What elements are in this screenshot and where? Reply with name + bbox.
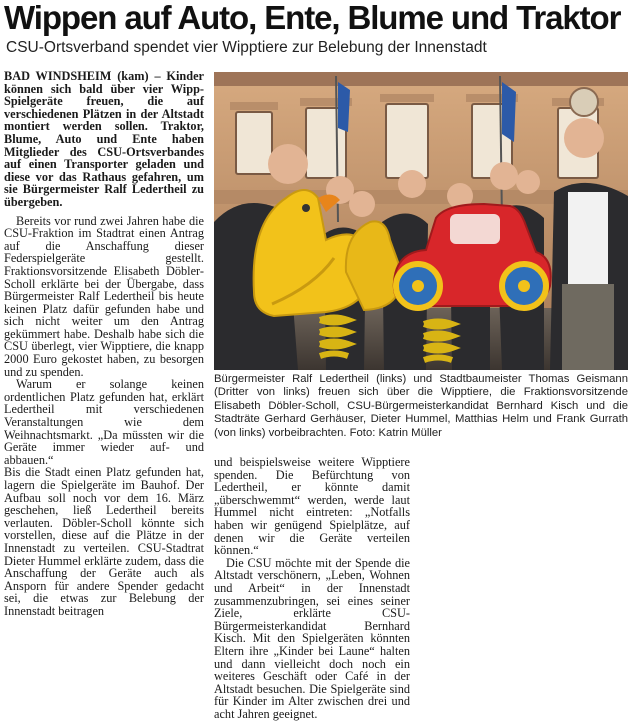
column-1 [4,70,204,618]
headline: Wippen auf Auto, Ente, Blume und Traktor [4,0,621,36]
body-paragraph-1: Bereits vor rund zwei Jahren habe die CSU-Fraktion im Stadtrat einen Antrag auf die Anschaffung dieser Federspielgeräte gestellt. Fraktionsvorsitzende Elisabeth Döbler-Scholl erklärte bei der Übergabe, dass Bürgermeister Ralf Ledertheil bis heute keinen Platz dafür gefunden habe und sich nicht weiter um den Antrag gekümmert habe. Deshalb habe sich die CSU überlegt, vier Wipptiere, die knapp 2000 Euro gekostet haben, zu besorgen und zu spenden. [4,213,204,379]
photo-caption: Bürgermeister Ralf Ledertheil (links) und Stadtbaumeister Thomas Geismann (Dritter von links) freuen sich über die Wipptiere, die Fraktionsvorsitzende Elisabeth Döbler-Scholl, CSU-Bürgermeisterkandidat Bernhard Kisch und die Stadträte Gerhard Gerhäuser, Dieter Hummel, Matthias Helm und Frank Gurrath (von links) vorbeibrachten. Foto: Katrin Müller [214,373,628,439]
body-paragraph-2: Warum er solange keinen ordentlichen Platz gefunden hat, erklärt Ledertheil mit verschiedenen Veranstaltungen wie dem Weihnachtsmarkt. „Da müssten wir die Geräte immer wieder auf- und abbauen.“ [4,377,204,467]
column-2 [214,456,410,720]
article-photo [214,72,628,370]
lead-paragraph: BAD WINDSHEIM (kam) – Kinder können sich bald über vier Wipp-Spielgeräte freuen, die auf verschiedenen Plätzen in der Altstadt montiert werden sollen. Traktor, Blume, Auto und Ente haben Mitglieder des CSU-Ortsverbandes auf einen Transporter geladen und diese vor das Rathaus gefahren, um sie Bürgermeister Ralf Ledertheil zu übergeben. [4,69,204,209]
subheadline: CSU-Ortsverband spendet vier Wipptiere zur Belebung der Innenstadt [6,39,487,56]
body-paragraph-4: und beispielsweise weitere Wipptiere spenden. Die Befürchtung von Ledertheil, er könnte damit „überschwemmt“ werden, werde laut Hummel nicht eintreten: „Notfalls haben wir genügend Spielplätze, auf denen wir die Geräte verteilen können.“ [214,455,410,558]
photo-illustration [214,72,628,370]
body-paragraph-3: Bis die Stadt einen Platz gefunden hat, lagern die Spielgeräte im Bauhof. Der Aufbau soll noch vor dem 16. März geschehen, ließ Ledertheil bereits verlauten. Döbler-Scholl könnte sich vorstellen, diese auf die Plätze in der Innenstadt zu verteilen. CSU-Stadtrat Dieter Hummel erklärte zudem, dass die Anschaffung der Geräte auch als Ansporn für andere Spender gedacht sei, die etwas zur Belebung der Innenstadt beitragen [4,465,204,618]
body-paragraph-5: Die CSU möchte mit der Spende die Altstadt verschönern, „Leben, Wohnen und Arbeit“ in der Innenstadt zusammenzubringen, sei eines seiner Ziele, erklärte CSU-Bürgermeisterkandidat Bernhard Kisch. Mit den Spielgeräten könnten Eltern ihre „Kinder bei Laune“ halten und dann vielleicht doch noch ein weiteres Geschäft oder Café in der Altstadt besuchen. Die Spielgeräte sind für Kinder im Alter zwischen drei und acht Jahren geeignet. [214,555,410,721]
